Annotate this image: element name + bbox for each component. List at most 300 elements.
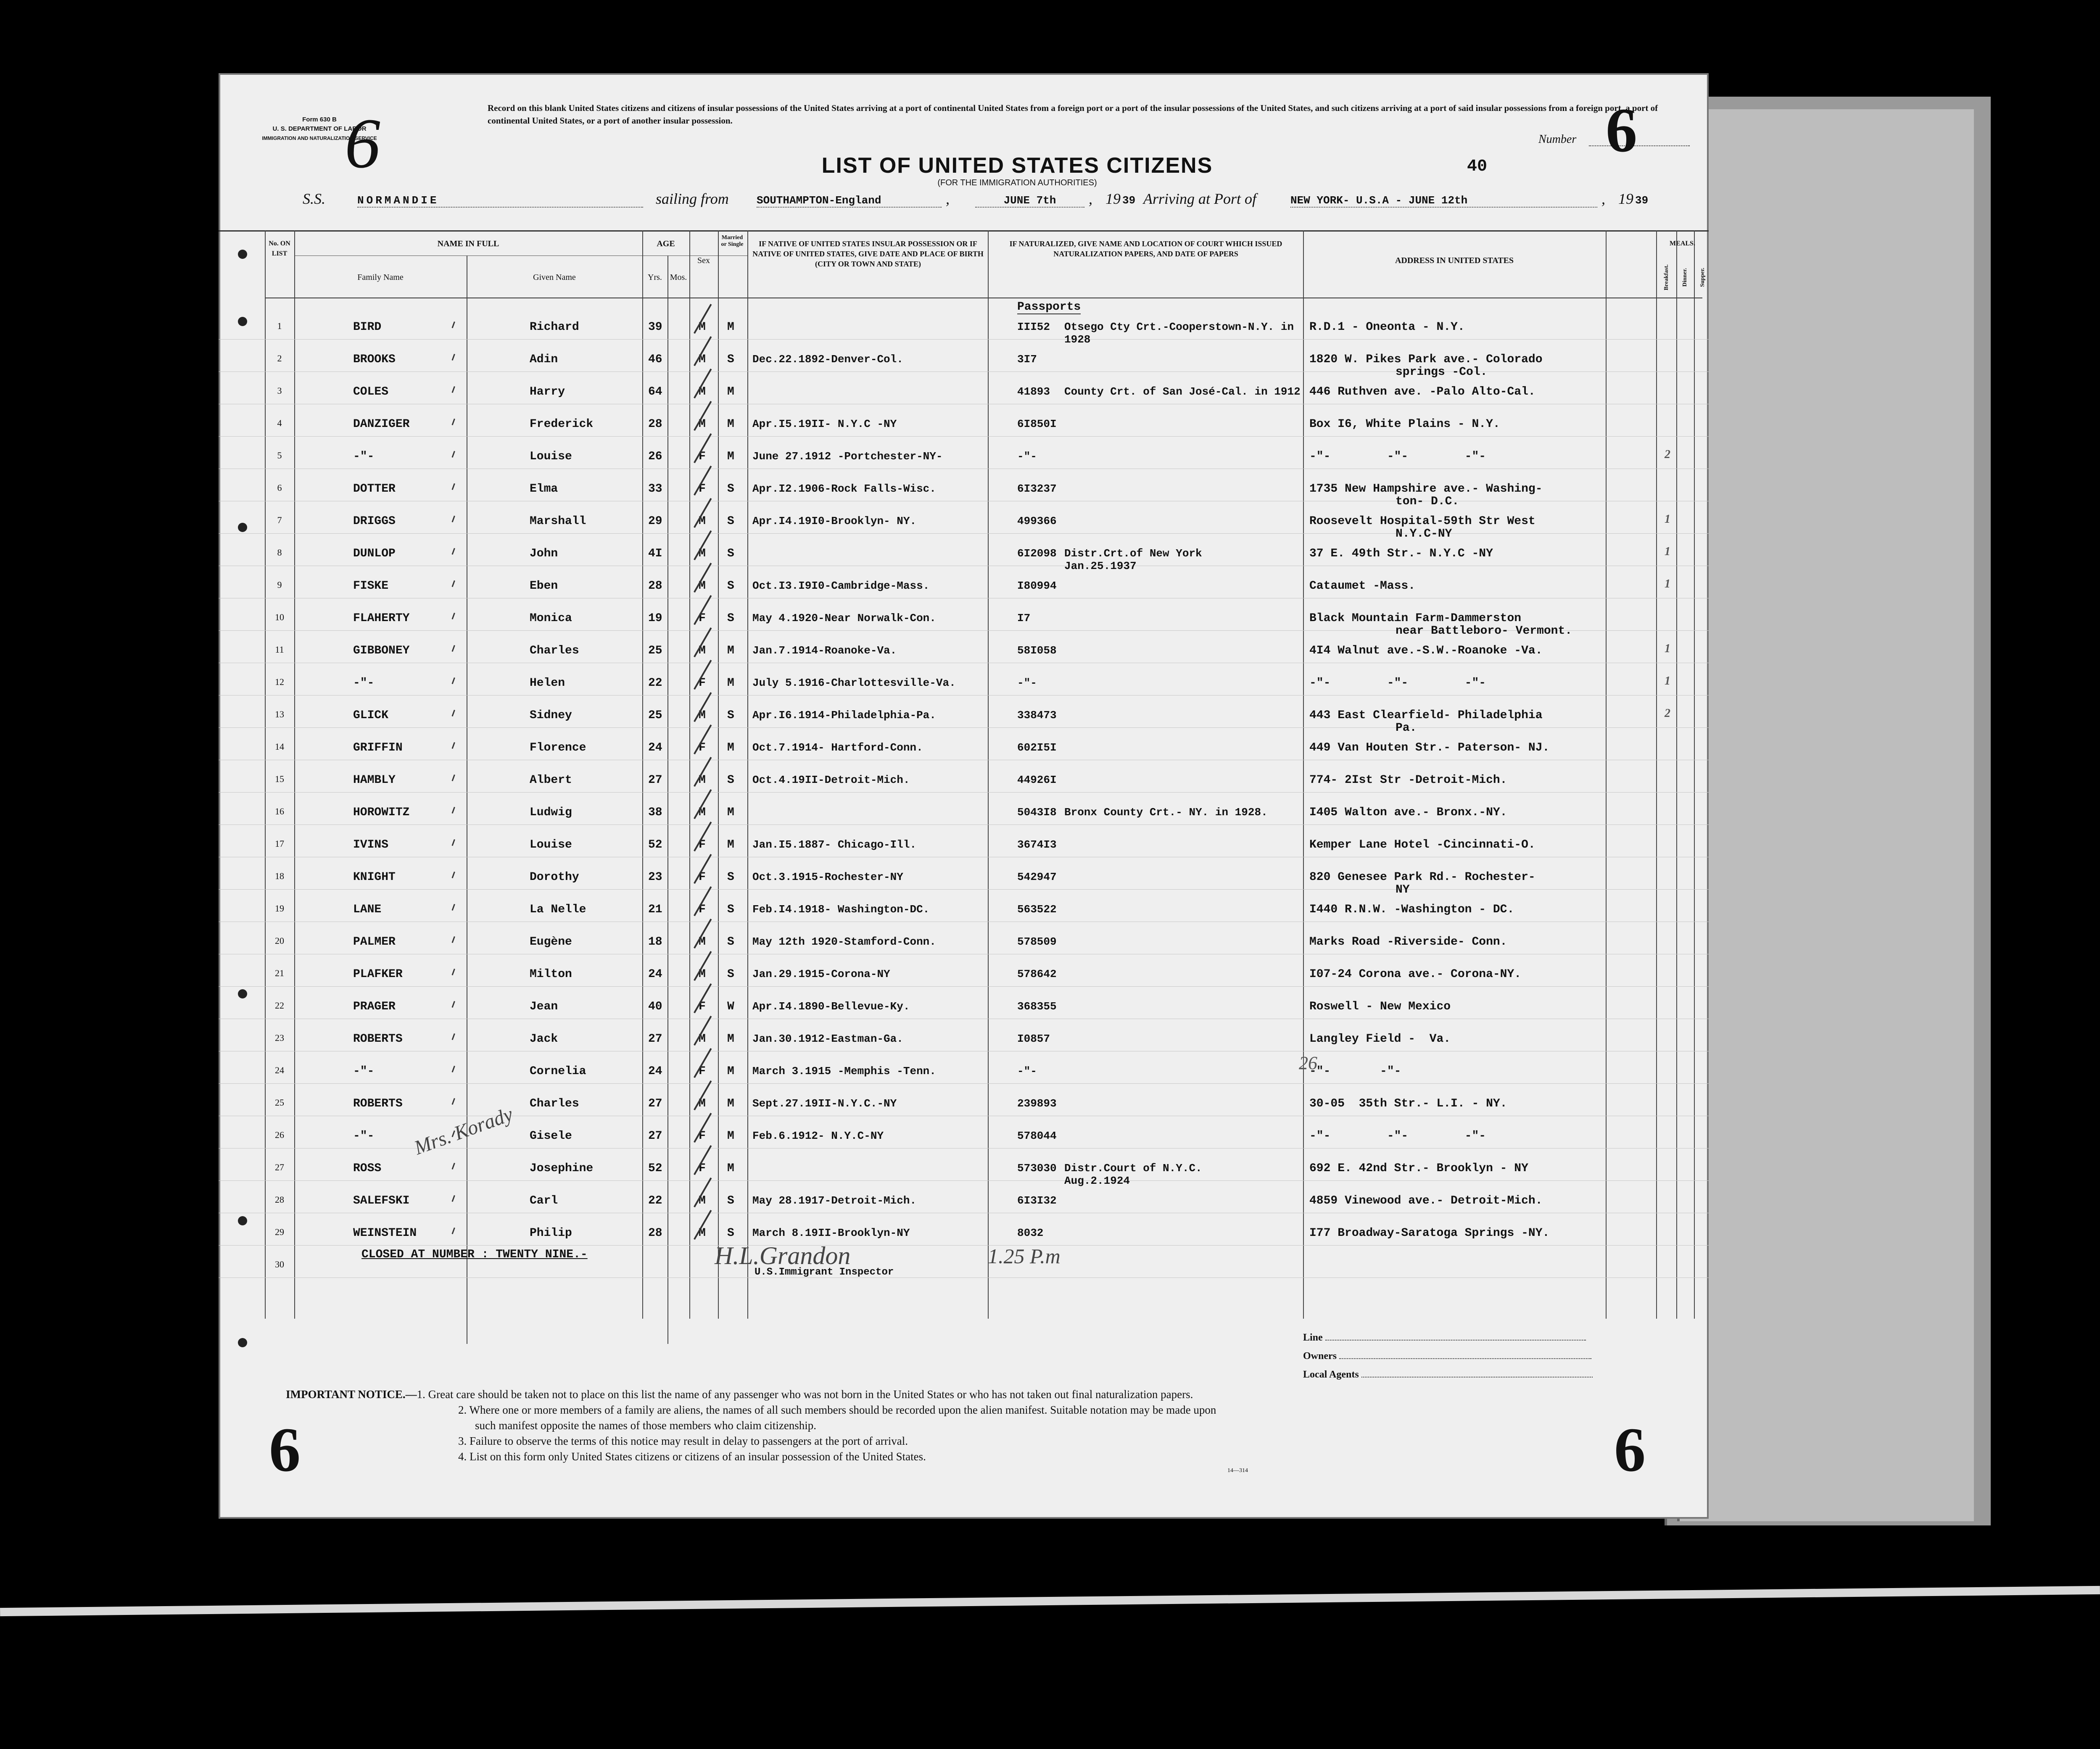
row-number: 17 — [275, 838, 284, 849]
sex: M — [699, 968, 706, 981]
naturalization-court: County Crt. of San José-Cal. in 1912 — [1064, 385, 1301, 398]
birth-info: June 27.1912 -Portchester-NY- — [752, 450, 943, 463]
passport-number: 6I3I32 — [1017, 1194, 1057, 1207]
notice-line-1 — [286, 1387, 1673, 1402]
handwritten-time: 1.25 P.m — [988, 1244, 1061, 1268]
birth-info: Apr.I5.19II- N.Y.C -NY — [752, 418, 897, 430]
married-single: W — [727, 1000, 734, 1013]
line-label: Line — [1303, 1332, 1323, 1343]
meal-mark: 1 — [1665, 545, 1670, 558]
married-single: S — [727, 968, 734, 981]
binder-hole — [238, 317, 247, 326]
agents-label: Local Agents — [1303, 1369, 1359, 1380]
address: 774- 2Ist Str -Detroit-Mich. — [1309, 774, 1507, 787]
age-years: 40 — [648, 1000, 662, 1013]
given-name: Philip — [530, 1227, 572, 1240]
married-single: M — [727, 1130, 734, 1143]
family-name: GIBBONEY — [353, 644, 410, 657]
voyage-line — [303, 190, 1690, 215]
arriving-label: Arriving at Port of — [1143, 190, 1256, 207]
tick-mark — [452, 321, 455, 328]
married-single: M — [727, 418, 734, 431]
print-code: 14—314 — [1227, 1467, 1248, 1474]
header-naturalized: IF NATURALIZED, GIVE NAME AND LOCATION OF COURT WHICH ISSUED NATURALIZATION PAPERS, AND DATE OF PAPERS — [1009, 240, 1282, 258]
age-years: 22 — [648, 1194, 662, 1207]
passport-number: 578044 — [1017, 1130, 1057, 1142]
comma-1: , — [946, 190, 950, 207]
family-name: GLICK — [353, 709, 389, 722]
row-number: 8 — [277, 547, 282, 558]
header-meals: MEALS. — [1670, 240, 1695, 247]
birth-info: Apr.I2.1906-Rock Falls-Wisc. — [752, 482, 936, 495]
address: Cataumet -Mass. — [1309, 579, 1416, 593]
header-dinner: Dinner. — [1682, 268, 1688, 287]
sex: M — [699, 806, 706, 819]
address: I77 Broadway-Saratoga Springs -NY. — [1309, 1227, 1550, 1240]
address: 692 E. 42nd Str.- Brooklyn - NY — [1309, 1162, 1528, 1175]
address: -"- -"- -"- — [1309, 677, 1486, 690]
scan-edge — [0, 1586, 2100, 1616]
passport-number: I80994 — [1017, 579, 1057, 592]
married-single: M — [727, 644, 734, 657]
row-number: 5 — [277, 450, 282, 461]
sailing-label: sailing from — [656, 190, 729, 207]
inspector-signature: H.L.Grandon — [715, 1242, 851, 1270]
naturalization-date: Jan.25.1937 — [1064, 560, 1137, 572]
tick-mark — [452, 483, 455, 490]
age-years: 27 — [648, 1097, 662, 1110]
ss-label: S.S. — [303, 190, 325, 207]
line-field — [1303, 1332, 1586, 1343]
meal-mark: 1 — [1665, 642, 1670, 655]
married-single: M — [727, 677, 734, 690]
married-single: S — [727, 871, 734, 884]
married-single: S — [727, 612, 734, 625]
given-name: Charles — [530, 1097, 579, 1110]
notice-4: 4. List on this form only United States citizens or citizens of an insular possession of the United States. — [458, 1450, 926, 1463]
row-number: 14 — [275, 741, 284, 752]
naturalization-court: Distr.Crt.of New York — [1064, 547, 1202, 560]
sex: F — [699, 1162, 706, 1175]
binder-hole — [238, 1216, 247, 1225]
row-rule — [219, 436, 1709, 437]
arrival-port: NEW YORK- U.S.A - JUNE 12th — [1290, 194, 1597, 208]
sex: M — [699, 709, 706, 722]
address-continued: NY — [1396, 883, 1410, 896]
tick-mark — [452, 677, 455, 684]
sex: F — [699, 1130, 706, 1143]
header-supper: Supper. — [1699, 268, 1706, 287]
family-name: FISKE — [353, 579, 389, 593]
col-line — [1656, 230, 1657, 1319]
family-name: FLAHERTY — [353, 612, 410, 625]
tick-mark — [452, 1001, 455, 1008]
birth-info: Feb.6.1912- N.Y.C-NY — [752, 1130, 884, 1142]
age-years: 23 — [648, 871, 662, 884]
passport-number: 58I058 — [1017, 644, 1057, 657]
row-number: 21 — [275, 968, 284, 978]
family-name: DOTTER — [353, 482, 396, 495]
married-single: M — [727, 1097, 734, 1110]
tick-mark — [452, 386, 455, 393]
row-number: 9 — [277, 579, 282, 590]
age-years: 25 — [648, 709, 662, 722]
row-rule — [219, 727, 1709, 728]
col-line — [294, 230, 295, 1319]
line-value — [1325, 1340, 1586, 1341]
notice-title: IMPORTANT NOTICE.— — [286, 1388, 417, 1401]
header-breakfast: Breakfast. — [1663, 264, 1670, 290]
form-instructions: Record on this blank United States citizens and citizens of insular possessions of the United States arriving at a port of continental United States from a foreign port or a port of the insular possessions of the United States, and such citizens arriving at a port of said insular possessions from a foreign port, a port of continental United States, or a port of another insular possession. — [488, 103, 1658, 126]
inspector-label: U.S.Immigrant Inspector — [755, 1267, 894, 1278]
header-passports: Passports — [1017, 300, 1081, 313]
family-name: COLES — [353, 385, 389, 398]
sex: M — [699, 1033, 706, 1046]
col-line — [718, 230, 719, 1319]
birth-info: Feb.I4.1918- Washington-DC. — [752, 903, 930, 916]
sex: M — [699, 1194, 706, 1207]
passport-number: 563522 — [1017, 903, 1057, 916]
row-number: 28 — [275, 1194, 284, 1205]
ship-name: NORMANDIE — [357, 194, 643, 208]
sex: F — [699, 1000, 706, 1013]
row-rule — [219, 1245, 1709, 1246]
age-years: 4I — [648, 547, 662, 560]
row-rule — [219, 1083, 1709, 1084]
binder-hole — [238, 989, 247, 998]
sex: F — [699, 871, 706, 884]
background-page — [1677, 109, 1974, 1521]
tick-mark — [452, 1195, 455, 1202]
family-name: DRIGGS — [353, 515, 396, 528]
birth-info: Oct.4.19II-Detroit-Mich. — [752, 774, 910, 786]
age-years: 24 — [648, 1065, 662, 1078]
row-rule — [219, 824, 1709, 825]
given-name: Helen — [530, 677, 565, 690]
col-line — [988, 230, 989, 1319]
tick-mark — [452, 1098, 455, 1105]
form-service: IMMIGRATION AND NATURALIZATION SERVICE — [262, 135, 377, 141]
given-name: Louise — [530, 838, 572, 851]
col-line — [1606, 230, 1607, 1319]
given-name: Adin — [530, 353, 558, 366]
address: I405 Walton ave.- Bronx.-NY. — [1309, 806, 1507, 819]
passport-number: 338473 — [1017, 709, 1057, 722]
important-notice — [286, 1387, 1673, 1465]
form-title: LIST OF UNITED STATES CITIZENS — [821, 153, 1213, 178]
married-single: S — [727, 1194, 734, 1207]
married-single: M — [727, 321, 734, 334]
tick-mark — [452, 1066, 455, 1072]
address: -"- -"- -"- — [1309, 450, 1486, 463]
form-number: Form 630 B — [302, 116, 337, 123]
age-years: 28 — [648, 579, 662, 593]
given-name: John — [530, 547, 558, 560]
notice-2a: 2. Where one or more members of a family are aliens, the names of all such members should be recorded upon the alien manifest. Suitable notation may be made upon — [458, 1404, 1216, 1416]
passport-number: 5043I8 — [1017, 806, 1057, 819]
sex: M — [699, 321, 706, 334]
col-line — [642, 230, 643, 1319]
row-number: 4 — [277, 418, 282, 428]
number-line — [1589, 145, 1690, 146]
tick-mark — [452, 807, 455, 814]
birth-info: Jan.I5.1887- Chicago-Ill. — [752, 838, 917, 851]
tick-mark — [452, 419, 455, 425]
age-years: 18 — [648, 935, 662, 948]
birth-info: Jan.30.1912-Eastman-Ga. — [752, 1033, 903, 1045]
passport-number: -"- — [1017, 677, 1037, 689]
owners-label: Owners — [1303, 1351, 1337, 1362]
family-name: WEINSTEIN — [353, 1227, 417, 1240]
closed-at-number: CLOSED AT NUMBER : TWENTY NINE.- — [361, 1248, 588, 1261]
age-years: 27 — [648, 1033, 662, 1046]
row-number: 23 — [275, 1033, 284, 1043]
family-name: HOROWITZ — [353, 806, 410, 819]
address: 820 Genesee Park Rd.- Rochester- — [1309, 871, 1535, 884]
given-name: Milton — [530, 968, 572, 981]
age-years: 28 — [648, 418, 662, 431]
family-name: PRAGER — [353, 1000, 396, 1013]
married-single: S — [727, 353, 734, 366]
given-name: Cornelia — [530, 1065, 586, 1078]
address: I440 R.N.W. -Washington - DC. — [1309, 903, 1514, 916]
birth-info: March 8.19II-Brooklyn-NY — [752, 1227, 910, 1239]
meal-mark: 1 — [1665, 513, 1670, 526]
address: Box I6, White Plains - N.Y. — [1309, 418, 1500, 431]
corner-number-left: 6 — [269, 1415, 301, 1485]
married-single: M — [727, 838, 734, 851]
age-years: 25 — [648, 644, 662, 657]
age-years: 52 — [648, 838, 662, 851]
address-continued: ton- D.C. — [1396, 495, 1459, 508]
address: 446 Ruthven ave. -Palo Alto-Cal. — [1309, 385, 1535, 398]
age-years: 46 — [648, 353, 662, 366]
age-years: 39 — [648, 321, 662, 334]
given-name: Ludwig — [530, 806, 572, 819]
row-rule — [219, 533, 1709, 534]
meal-mark: 1 — [1665, 577, 1670, 590]
married-single: S — [727, 903, 734, 916]
number-label: Number — [1538, 133, 1577, 146]
departure-year: 39 — [1122, 194, 1136, 207]
col-line — [747, 230, 748, 1319]
passport-number: 578642 — [1017, 968, 1057, 980]
tick-mark — [452, 936, 455, 943]
family-name: ROSS — [353, 1162, 382, 1175]
given-name: Jack — [530, 1033, 558, 1046]
sex: M — [699, 644, 706, 657]
age-years: 24 — [648, 968, 662, 981]
birth-info: July 5.1916-Charlottesville-Va. — [752, 677, 956, 689]
row-number: 24 — [275, 1065, 284, 1075]
age-years: 19 — [648, 612, 662, 625]
naturalization-date: Aug.2.1924 — [1064, 1175, 1130, 1187]
row-number: 25 — [275, 1097, 284, 1108]
naturalization-date: 1928 — [1064, 333, 1091, 346]
married-single: M — [727, 450, 734, 463]
family-name: -"- — [353, 450, 375, 463]
tick-mark — [452, 451, 455, 458]
married-single: S — [727, 935, 734, 948]
birth-info: Apr.I4.19I0-Brooklyn- NY. — [752, 515, 917, 527]
given-name: Gisele — [530, 1130, 572, 1143]
meal-mark: 2 — [1665, 707, 1670, 720]
sex: F — [699, 482, 706, 495]
birth-info: May 28.1917-Detroit-Mich. — [752, 1194, 917, 1207]
age-years: 52 — [648, 1162, 662, 1175]
tick-mark — [452, 872, 455, 878]
tick-mark — [452, 1163, 455, 1170]
age-years: 29 — [648, 515, 662, 528]
address: 449 Van Houten Str.- Paterson- NJ. — [1309, 741, 1550, 754]
birth-info: May 12th 1920-Stamford-Conn. — [752, 935, 936, 948]
passport-number: 3I7 — [1017, 353, 1037, 366]
header-married-single: Married or Single — [721, 234, 744, 248]
notice-2b: such manifest opposite the names of those members who claim citizenship. — [475, 1419, 817, 1432]
passport-number: I0857 — [1017, 1033, 1050, 1045]
birth-info: Apr.I6.1914-Philadelphia-Pa. — [752, 709, 936, 722]
passport-number: 573030 — [1017, 1162, 1057, 1175]
row-number: 18 — [275, 871, 284, 881]
passport-number: 499366 — [1017, 515, 1057, 527]
given-name: Sidney — [530, 709, 572, 722]
owners-value — [1339, 1358, 1591, 1359]
passport-number: 6I2098 — [1017, 547, 1057, 560]
row-number: 26 — [275, 1130, 284, 1140]
address: R.D.1 - Oneonta - N.Y. — [1309, 321, 1465, 334]
age-years: 27 — [648, 774, 662, 787]
notice-1: 1. Great care should be taken not to place on this list the name of any passenger who was not born in the United States or who has not taken out final naturalization papers. — [417, 1388, 1193, 1401]
family-name: HAMBLY — [353, 774, 396, 787]
passport-number: 6I850I — [1017, 418, 1057, 430]
header-age: AGE — [657, 239, 675, 248]
meal-mark: 1 — [1665, 674, 1670, 687]
sex: M — [699, 515, 706, 528]
handwritten-korady: Mrs. Korady — [411, 1103, 516, 1159]
sex: M — [699, 579, 706, 593]
tick-mark — [452, 548, 455, 555]
age-years: 27 — [648, 1130, 662, 1143]
tick-mark — [452, 1227, 455, 1234]
given-name: Louise — [530, 450, 572, 463]
married-single: M — [727, 385, 734, 398]
form-subtitle: (FOR THE IMMIGRATION AUTHORITIES) — [937, 178, 1097, 187]
sex: F — [699, 741, 706, 754]
sex: M — [699, 418, 706, 431]
manifest-page — [219, 73, 1709, 1519]
given-name: Harry — [530, 385, 565, 398]
birth-info: Apr.I4.1890-Bellevue-Ky. — [752, 1000, 910, 1013]
given-name: Eben — [530, 579, 558, 593]
address: 1820 W. Pikes Park ave.- Colorado — [1309, 353, 1543, 366]
address: Langley Field - Va. — [1309, 1033, 1451, 1046]
family-name: PLAFKER — [353, 968, 403, 981]
tick-mark — [452, 904, 455, 911]
passport-number: -"- — [1017, 1065, 1037, 1077]
row-rule — [219, 1180, 1709, 1181]
address: Black Mountain Farm-Dammerston — [1309, 612, 1522, 625]
given-name: Dorothy — [530, 871, 579, 884]
naturalization-court: Bronx County Crt.- NY. in 1928. — [1064, 806, 1268, 819]
departure-port: SOUTHAMPTON-England — [757, 194, 942, 208]
row-number: 19 — [275, 903, 284, 914]
sex: F — [699, 1065, 706, 1078]
age-years: 28 — [648, 1227, 662, 1240]
married-single: S — [727, 1227, 734, 1240]
passenger-table — [219, 230, 1709, 1319]
family-name: -"- — [353, 1065, 375, 1078]
given-name: Frederick — [530, 418, 594, 431]
col-line — [265, 230, 266, 1319]
header-given-name: Given Name — [533, 273, 576, 282]
tick-mark — [452, 710, 455, 716]
family-name: -"- — [353, 1130, 375, 1143]
tick-mark — [452, 742, 455, 749]
arr-year-prefix: 19 — [1618, 190, 1633, 207]
age-years: 38 — [648, 806, 662, 819]
passport-number: 3674I3 — [1017, 838, 1057, 851]
birth-info: Oct.7.1914- Hartford-Conn. — [752, 741, 923, 754]
row-number: 3 — [277, 385, 282, 396]
passport-number: 578509 — [1017, 935, 1057, 948]
married-single: S — [727, 515, 734, 528]
age-years: 26 — [648, 450, 662, 463]
given-name: Carl — [530, 1194, 558, 1207]
tick-mark — [452, 613, 455, 619]
married-single: M — [727, 1162, 734, 1175]
header-months: Mos. — [670, 273, 687, 282]
married-single: S — [727, 482, 734, 495]
tick-mark — [452, 839, 455, 846]
row-number: 6 — [277, 482, 282, 493]
tick-mark — [452, 354, 455, 361]
married-single: M — [727, 1033, 734, 1046]
sex: M — [699, 353, 706, 366]
address-continued: springs -Col. — [1396, 366, 1488, 379]
naturalization-court: Otsego Cty Crt.-Cooperstown-N.Y. in — [1064, 321, 1294, 333]
passport-number: III52 — [1017, 321, 1050, 333]
address: -"- -"- — [1309, 1065, 1401, 1078]
passport-number: 368355 — [1017, 1000, 1057, 1013]
sex: M — [699, 774, 706, 787]
passport-number: 41893 — [1017, 385, 1050, 398]
passport-number: 44926I — [1017, 774, 1057, 786]
stamp-number: 40 — [1467, 157, 1488, 176]
passport-number: -"- — [1017, 450, 1037, 463]
sex: M — [699, 385, 706, 398]
address-continued: Pa. — [1396, 722, 1417, 735]
family-name: -"- — [353, 677, 375, 690]
binder-hole — [238, 250, 247, 259]
married-single: S — [727, 709, 734, 722]
sex: F — [699, 903, 706, 916]
sex: F — [699, 677, 706, 690]
row-number: 22 — [275, 1000, 284, 1011]
row-rule — [219, 339, 1709, 340]
address: Marks Road -Riverside- Conn. — [1309, 935, 1507, 948]
page-number: 6 — [1606, 95, 1637, 165]
given-name: Elma — [530, 482, 558, 495]
married-single: M — [727, 806, 734, 819]
corner-number-right: 6 — [1614, 1415, 1646, 1485]
given-name: Charles — [530, 644, 579, 657]
given-name: Josephine — [530, 1162, 594, 1175]
comma-2: , — [1089, 190, 1092, 207]
given-name: Florence — [530, 741, 586, 754]
address: 4I4 Walnut ave.-S.W.-Roanoke -Va. — [1309, 644, 1543, 657]
row-number: 27 — [275, 1162, 284, 1172]
row-number: 12 — [275, 677, 284, 687]
